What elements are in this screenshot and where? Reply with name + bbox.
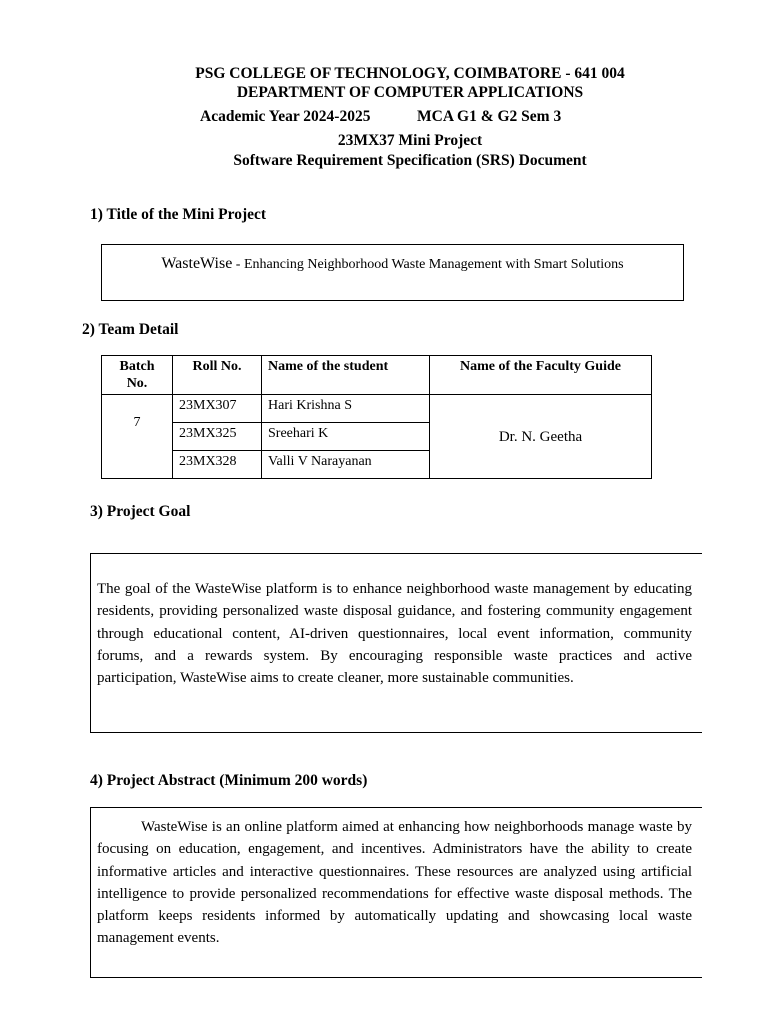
section-goal-heading: 3) Project Goal bbox=[90, 503, 191, 520]
course-title: 23MX37 Mini Project bbox=[337, 132, 483, 149]
goal-box bbox=[90, 553, 702, 733]
team-table bbox=[101, 355, 652, 479]
abstract-box bbox=[90, 807, 702, 978]
project-title bbox=[102, 255, 683, 273]
abstract-text: WasteWise is an online platform aimed at enhancing how neighborhoods manage waste by focusing on education, engagement, and incentives. Administrators have the ability to create informative articles and interactive questionnaires. These resources are analyzed using artificial intelligence to provide personalized recommendations for effective waste disposal methods. The platform keeps residents informed by automatically updating and showcasing local waste management events. bbox=[97, 819, 692, 947]
section-title-heading: 1) Title of the Mini Project bbox=[90, 206, 267, 223]
project-name: WasteWise bbox=[161, 255, 233, 272]
roll-number: 23MX307 bbox=[173, 395, 262, 423]
academic-year: Academic Year 2024-2025 bbox=[200, 108, 371, 125]
department-name: DEPARTMENT OF COMPUTER APPLICATIONS bbox=[236, 84, 584, 101]
roll-number: 23MX325 bbox=[173, 423, 262, 451]
student-name: Hari Krishna S bbox=[262, 395, 430, 423]
title-box bbox=[101, 244, 684, 301]
col-roll: Roll No. bbox=[173, 356, 262, 395]
document-title: Software Requirement Specification (SRS) Document bbox=[233, 152, 587, 169]
batch-number: 7 bbox=[102, 395, 173, 479]
goal-text: The goal of the WasteWise platform is to enhance neighborhood waste management by educating residents, providing personalized waste disposal guidance, and fostering community engagement through educational content, AI-driven questionnaires, local event information, community forums, and a rewards system. By encouraging responsible waste practices and active participation, WasteWise aims to create cleaner, more sustainable communities. bbox=[97, 581, 692, 687]
table-row bbox=[102, 395, 652, 423]
college-name: PSG COLLEGE OF TECHNOLOGY, COIMBATORE - 641 004 bbox=[195, 65, 625, 82]
faculty-guide: Dr. N. Geetha bbox=[430, 395, 652, 479]
student-name: Sreehari K bbox=[262, 423, 430, 451]
project-subtitle: - Enhancing Neighborhood Waste Management with Smart Solutions bbox=[232, 257, 624, 272]
roll-number: 23MX328 bbox=[173, 451, 262, 479]
col-batch: Batch No. bbox=[102, 356, 173, 395]
program-label: MCA G1 & G2 Sem 3 bbox=[417, 108, 562, 125]
team-table-header bbox=[102, 356, 652, 395]
col-guide: Name of the Faculty Guide bbox=[430, 356, 652, 395]
section-abstract-heading: 4) Project Abstract (Minimum 200 words) bbox=[90, 772, 368, 789]
col-student: Name of the student bbox=[262, 356, 430, 395]
section-team-heading: 2) Team Detail bbox=[82, 321, 179, 338]
student-name: Valli V Narayanan bbox=[262, 451, 430, 479]
